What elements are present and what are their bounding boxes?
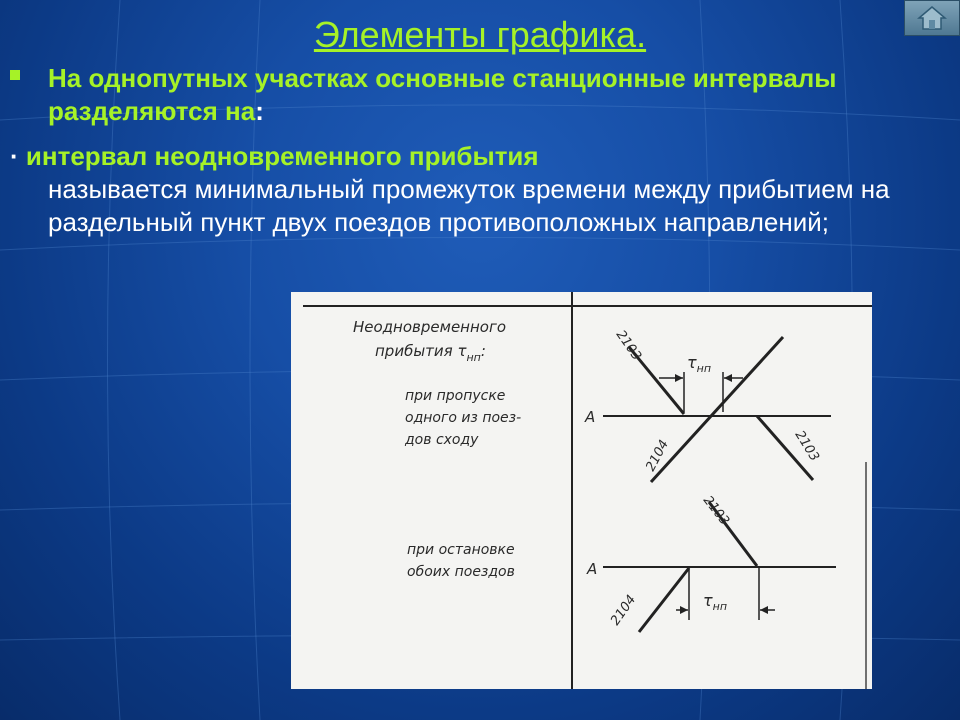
diagram-heading-colon: :	[480, 342, 486, 360]
intro-colon: :	[255, 96, 264, 126]
train-2103-label-b: 2103	[791, 428, 822, 465]
train-2104-label-b: 2104	[607, 592, 640, 629]
diagram-heading-sub: нп	[466, 351, 481, 364]
item-marker: ·	[10, 141, 19, 171]
diagram-figure	[291, 292, 872, 689]
diagram-heading-tau: прибытия τ	[375, 342, 467, 360]
case1-line3: дов сходу	[405, 432, 479, 448]
home-button[interactable]	[904, 0, 960, 36]
case2-line1: при остановке	[407, 542, 515, 558]
train-2104-stop-line	[639, 568, 689, 632]
diagram-heading-line2	[375, 342, 486, 364]
tau-top-arrowhead-left	[675, 374, 683, 382]
case1-line2: одного из поез-	[405, 410, 522, 426]
tau-top-arrowhead-right	[724, 374, 732, 382]
tau-bottom-arrowhead-left	[680, 606, 688, 614]
train-2103-label-c: 2103	[699, 493, 733, 529]
item-description: называется минимальный промежуток времени между прибытием на раздельный пункт двух поездов противоположных направлений;	[48, 174, 890, 237]
intro-paragraph	[48, 62, 908, 128]
intro-text: На однопутных участках основные станционные интервалы разделяются на	[48, 63, 837, 126]
definition-heading	[10, 140, 940, 173]
train-2103-label-a: 2103	[612, 327, 644, 364]
diagram-svg	[291, 292, 872, 689]
tau-top-label	[687, 353, 711, 375]
tau-bottom-label	[703, 591, 727, 613]
tau-top-symbol: τ	[687, 353, 697, 372]
home-icon	[917, 5, 947, 31]
tau-bottom-symbol: τ	[703, 591, 713, 610]
bullet-square	[10, 70, 20, 80]
train-2104-through-line	[651, 337, 783, 482]
tau-top-sub: нп	[696, 362, 712, 375]
slide-title: Элементы графика.	[313, 14, 647, 55]
case2-line2: обоих поездов	[407, 564, 515, 580]
item-term: интервал неодновременного прибытия	[25, 141, 539, 171]
diagram-heading-line1: Неодновременного	[353, 318, 507, 336]
station-label-bottom: А	[587, 560, 598, 578]
tau-bottom-arrowhead-right	[760, 606, 768, 614]
tau-bottom-sub: нп	[712, 600, 728, 613]
train-2104-label-a: 2104	[643, 437, 673, 474]
station-label-top: А	[585, 408, 596, 426]
case1-line1: при пропуске	[405, 388, 506, 404]
